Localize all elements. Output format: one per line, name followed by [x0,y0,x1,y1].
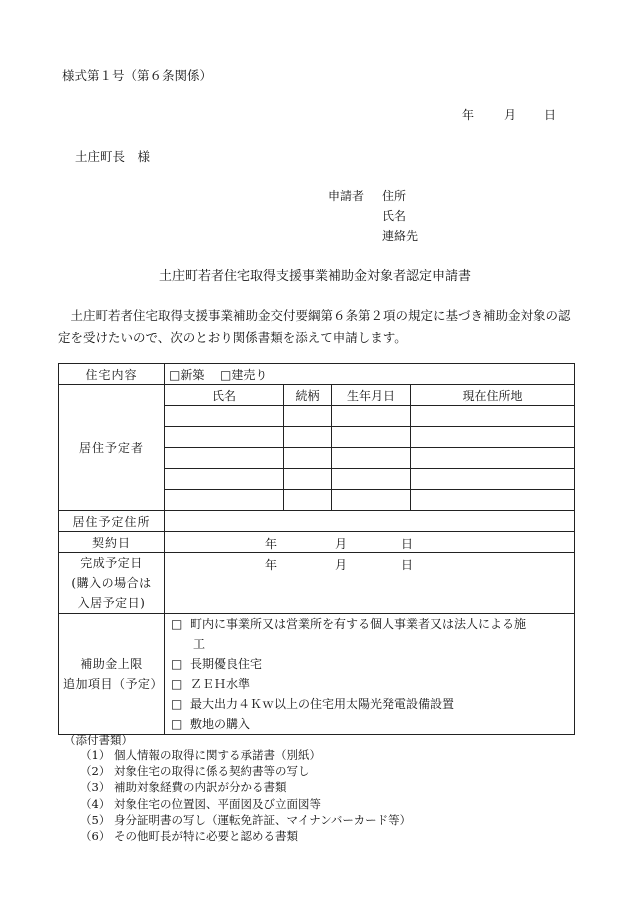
document-title: 土庄町若者住宅取得支援事業補助金対象者認定申請書 [158,269,471,284]
date-month-label: 月 [504,108,517,122]
resident-birthdate-field[interactable] [332,469,411,490]
attachment-text: 個人情報の取得に関する承諾書（別紙） [114,748,321,762]
attachment-item [80,828,411,844]
column-name: 氏名 [165,385,284,406]
attachment-number: （5） [80,812,111,827]
contract-date-label: 契約日 [59,532,165,553]
completion-date-label [59,553,165,614]
contract-month-label: 月 [335,537,348,551]
completion-date-label-line1: 完成予定日 [80,556,143,570]
column-current-address: 現在住所地 [411,385,575,406]
addressee: 土庄町長 様 [75,149,151,164]
attachment-item [80,763,411,779]
form-number: 様式第１号（第６条関係） [62,68,213,83]
resident-address-field[interactable] [411,469,575,490]
resident-relationship-field[interactable] [284,427,332,448]
resident-name-field[interactable] [165,406,284,427]
completion-month-label: 月 [335,558,348,572]
completion-date-field[interactable] [165,553,575,614]
bonus-item-long-life-housing[interactable] [171,654,568,674]
planned-address-field[interactable] [165,511,575,532]
applicant-address-label: 住所 [382,189,407,203]
attachment-text: 身分証明書の写し（運転免許証、マイナンバーカード等） [114,812,412,827]
bonus-items-label [59,614,165,735]
bonus-items-label-line1: 補助金上限 [80,657,143,671]
checkbox-icon[interactable]: □ [171,697,183,711]
bonus-item-zeh[interactable] [171,674,568,694]
completion-date-label-line2: (購入の場合は [71,576,152,590]
attachment-item [80,747,411,763]
residents-label: 居住予定者 [59,385,165,511]
attachment-text: その他町長が特に必要と認める書類 [114,829,298,844]
date-day-label: 日 [544,108,557,122]
column-relationship: 続柄 [284,385,332,406]
resident-name-field[interactable] [165,448,284,469]
housing-type-options [165,364,575,385]
resident-address-field[interactable] [411,427,575,448]
applicant-name-label: 氏名 [382,209,407,223]
bonus-item-solar[interactable] [171,694,568,714]
attachments-heading: （添付書類） [64,733,133,747]
attachment-item [80,779,411,795]
new-build-checkbox[interactable]: □新築 [169,367,205,382]
checkbox-icon[interactable]: □ [171,717,183,731]
bonus-item-label: 最大出力４Ｋｗ以上の住宅用太陽光発電設備設置 [189,697,454,711]
checkbox-icon[interactable]: □ [171,677,183,691]
bonus-item-label: 工 [193,637,206,651]
bonus-item-local-builder-cont [171,634,568,654]
checkbox-icon[interactable]: □ [171,617,183,631]
resident-birthdate-field[interactable] [332,427,411,448]
contract-date-field[interactable] [165,532,575,553]
resident-relationship-field[interactable] [284,448,332,469]
checkbox-icon[interactable]: □ [171,657,183,671]
resident-relationship-field[interactable] [284,469,332,490]
resident-address-field[interactable] [411,448,575,469]
resident-birthdate-field[interactable] [332,490,411,511]
attachment-text: 補助対象経費の内訳が分かる書類 [114,780,287,795]
bonus-item-label: 長期優良住宅 [189,657,262,671]
housing-type-label: 住宅内容 [59,364,165,385]
resident-birthdate-field[interactable] [332,448,411,469]
planned-address-label: 居住予定住所 [59,511,165,532]
applicant-label: 申請者 [328,189,365,203]
resident-birthdate-field[interactable] [332,406,411,427]
attachment-number: （1） [80,748,111,762]
bonus-item-label: ＺＥＨ水準 [189,677,250,691]
resident-relationship-field[interactable] [284,406,332,427]
attachment-item [80,796,411,812]
resident-name-field[interactable] [165,469,284,490]
resident-name-field[interactable] [165,490,284,511]
contract-day-label: 日 [401,537,414,551]
attachment-number: （2） [80,764,111,779]
resident-relationship-field[interactable] [284,490,332,511]
bonus-item-land-purchase[interactable] [171,714,568,734]
attachment-number: （3） [80,780,111,795]
request-statement: 土庄町若者住宅取得支援事業補助金交付要綱第６条第２項の規定に基づき補助金対象の認定を受けたいので、次のとおり関係書類を添えて申請します。 [58,308,571,345]
bonus-items-list [165,614,575,735]
attachment-text: 対象住宅の位置図、平面図及び立面図等 [114,796,321,811]
completion-date-label-line3: 入居予定日) [77,596,146,610]
attachment-number: （6） [80,829,111,844]
attachments-list [80,747,411,844]
bonus-item-local-builder[interactable] [171,614,568,634]
bonus-item-label: 町内に事業所又は営業所を有する個人事業者又は法人による施 [189,617,526,631]
contract-year-label: 年 [265,537,278,551]
completion-day-label: 日 [401,558,414,572]
attachment-text: 対象住宅の取得に係る契約書等の写し [114,764,310,779]
bonus-items-label-line2: 追加項目（予定） [63,677,164,691]
resident-address-field[interactable] [411,490,575,511]
applicant-contact-label: 連絡先 [382,229,419,243]
date-year-label: 年 [462,108,475,122]
attachment-number: （4） [80,796,111,811]
ready-built-checkbox[interactable]: □建売り [220,367,268,382]
column-birthdate: 生年月日 [332,385,411,406]
application-table [58,363,575,735]
completion-year-label: 年 [265,558,278,572]
attachment-item [80,812,411,828]
resident-name-field[interactable] [165,427,284,448]
bonus-item-label: 敷地の購入 [189,717,250,731]
resident-address-field[interactable] [411,406,575,427]
